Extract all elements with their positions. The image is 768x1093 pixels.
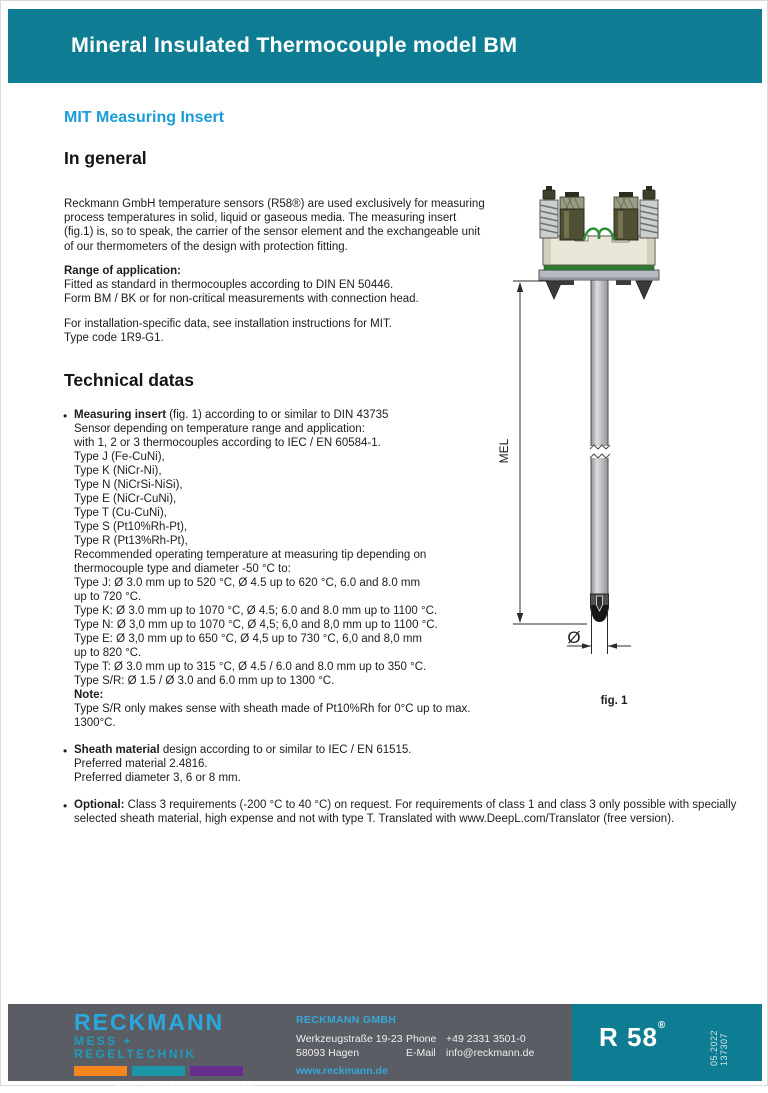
measuring-tip — [591, 594, 609, 622]
text-line: Type J (Fe-CuNi), — [74, 451, 165, 463]
text-line: Type S/R: Ø 1.5 / Ø 3.0 and 6.0 mm up to 1300 °C. — [74, 675, 335, 687]
text-line: Type J: Ø 3.0 mm up to 520 °C, Ø 4.5 up to 620 °C, 6.0 and 8.0 mm — [74, 577, 421, 589]
text-line: (fig.1) is, so to speak, the carrier of the sensor element and the exchangeable unit — [64, 226, 481, 239]
arrow-right-icon — [582, 643, 591, 649]
text-line: Note: — [74, 689, 104, 701]
address-line-1: Werkzeugstraße 19-23 — [296, 1033, 403, 1045]
text-line: Optional: Class 3 requirements (-200 °C to 40 °C) on request. For requirements of class 1 and class 3 only possible with specially — [74, 799, 737, 811]
text-line: Type K: Ø 3.0 mm up to 1070 °C, Ø 4.5; 6.0 and 8.0 mm up to 1100 °C. — [74, 605, 438, 617]
text-line: up to 820 °C. — [74, 647, 142, 659]
text-line: Form BM / BK or for non-critical measurements with connection head. — [64, 293, 419, 306]
address-line-2: 58093 Hagen — [296, 1047, 360, 1059]
text-line: Sheath material design according to or similar to IEC / EN 61515. — [74, 744, 412, 756]
text-line: Type T: Ø 3.0 mm up to 315 °C, Ø 4.5 / 6.0 and 8.0 mm up to 350 °C. — [74, 661, 427, 673]
text-line: selected sheath material, high expense and not with type T. Translated with www.DeepL.com/Translator (free version). — [74, 813, 675, 826]
email-label: E-Mail — [406, 1047, 436, 1059]
section-title-in-general: In general — [64, 148, 147, 168]
text-line: Preferred material 2.4816. — [74, 758, 208, 771]
document-subtitle: MIT Measuring Insert — [64, 109, 225, 126]
bullet-marker: • — [63, 799, 68, 813]
text-line: Type S/R only makes sense with sheath made of Pt10%Rh for 0°C up to max. — [74, 703, 471, 715]
contact-info — [296, 1004, 566, 1081]
text-line: Type T (Cu-CuNi), — [74, 507, 167, 519]
company-slogan: Your partner for temperature — [114, 1081, 253, 1093]
diameter-symbol: Ø — [567, 628, 581, 647]
product-code: R 58® — [599, 1020, 666, 1052]
arrow-down-icon — [517, 613, 523, 623]
bullet-optional — [74, 798, 736, 826]
text-line: up to 720 °C. — [74, 591, 142, 603]
figure-caption: fig. 1 — [600, 695, 628, 707]
arrow-left-icon — [608, 643, 617, 649]
text-line: For installation-specific data, see installation instructions for MIT. — [64, 318, 392, 330]
text-line: Type E: Ø 3,0 mm up to 650 °C, Ø 4,5 up to 730 °C, 6,0 and 8,0 mm — [74, 633, 422, 645]
range-heading: Range of application: — [64, 265, 181, 277]
installation-note — [64, 317, 392, 345]
text-line: process temperatures in solid, liquid or gaseous media. The measuring insert — [64, 212, 457, 225]
text-line: Type K (NiCr-Ni), — [74, 465, 162, 477]
section-title-technical-datas: Technical datas — [64, 370, 195, 390]
text-line: of our thermometers of the design with protection fitting. — [64, 240, 348, 253]
mel-dimension-lines — [513, 281, 587, 624]
logo-wordmark: RECKMANN — [74, 1009, 225, 1035]
logo-subtitle: MESS + REGELTECHNIK — [74, 1034, 197, 1061]
doc-date: 05.2022 — [709, 1029, 719, 1066]
document-title: Mineral Insulated Thermocouple model BM — [71, 32, 518, 57]
logo-bar-teal — [132, 1066, 185, 1076]
text-line: Sensor depending on temperature range and application: — [74, 423, 365, 435]
right-terminal-assembly — [614, 186, 658, 240]
footer-band — [8, 1004, 762, 1093]
text-line: Type S (Pt10%Rh-Pt), — [74, 521, 188, 533]
text-line: Type E (NiCr-CuNi), — [74, 493, 177, 505]
logo-bar-purple — [190, 1066, 243, 1076]
bullet-marker: • — [63, 409, 68, 423]
left-terminal-assembly — [540, 186, 584, 240]
logo-bar-orange — [74, 1066, 127, 1076]
company-name: RECKMANN GMBH — [296, 1014, 397, 1026]
text-line: Type R (Pt13%Rh-Pt), — [74, 535, 188, 547]
phone-label: Phone — [406, 1033, 437, 1045]
text-line: Reckmann GmbH temperature sensors (R58®) are used exclusively for measuring — [64, 198, 485, 210]
range-of-application — [64, 264, 419, 307]
text-line: Recommended operating temperature at measuring tip depending on — [74, 549, 427, 561]
bullet-measuring-insert — [74, 408, 470, 730]
text-line: Type code 1R9-G1. — [64, 332, 164, 345]
text-line: 1300°C. — [74, 717, 116, 729]
bullet-sheath-material — [74, 743, 412, 786]
document-revision — [709, 1020, 729, 1066]
text-line: Preferred diameter 3, 6 or 8 mm. — [74, 772, 241, 785]
text-line: thermocouple type and diameter -50 °C to: — [74, 563, 291, 575]
registered-mark: ® — [657, 1020, 666, 1031]
company-logo — [74, 1010, 256, 1093]
text-line: with 1, 2 or 3 thermocouples according to IEC / EN 60584-1. — [74, 437, 381, 449]
doc-id: 137307 — [719, 1032, 729, 1066]
intro-paragraph — [64, 197, 485, 254]
text-line: Fitted as standard in thermocouples according to DIN EN 50446. — [64, 279, 394, 292]
arrow-up-icon — [517, 282, 523, 292]
text-line: Measuring insert (fig. 1) according to or similar to DIN 43735 — [74, 409, 389, 421]
website-link[interactable]: www.reckmann.de — [296, 1065, 388, 1077]
mel-label: MEL — [497, 438, 511, 464]
product-code-block — [572, 1004, 762, 1081]
email-address: info@reckmann.de — [446, 1047, 535, 1059]
text-line: Type N (NiCrSi-NiSi), — [74, 479, 183, 491]
fig1-drawing — [491, 186, 761, 721]
bullet-marker: • — [63, 744, 68, 758]
phone-number: +49 2331 3501-0 — [446, 1033, 526, 1045]
sheath-tube — [591, 278, 608, 594]
text-line: Type N: Ø 3,0 mm up to 1070 °C, Ø 4,5; 6,0 and 8,0 mm up to 1100 °C. — [74, 619, 438, 631]
contact-row — [296, 1033, 526, 1045]
logo-color-bars — [74, 1066, 256, 1076]
contact-row — [296, 1047, 534, 1059]
figure-1 — [491, 186, 761, 721]
header-band — [8, 9, 762, 83]
